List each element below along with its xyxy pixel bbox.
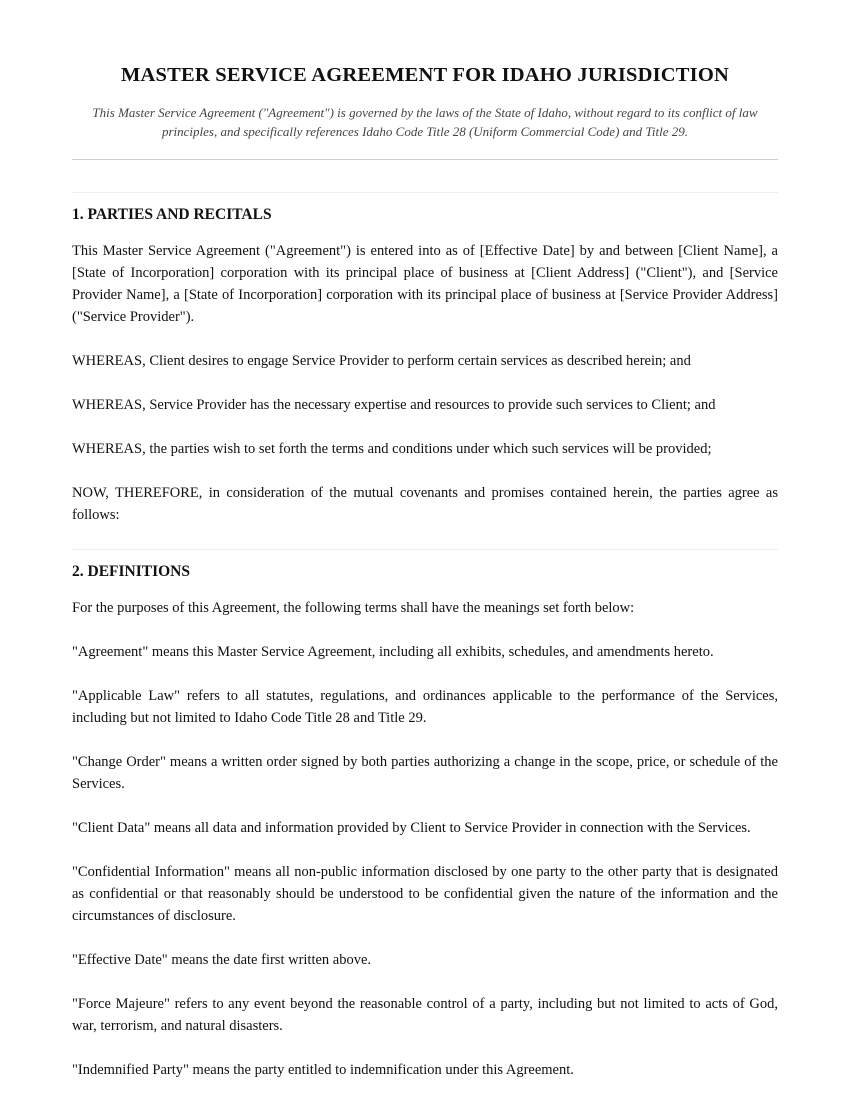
document-subtitle: This Master Service Agreement ("Agreement") is governed by the laws of the State of Idaho, without regard to its conflict of law principles, and specifically references Idaho Code Title 28 (Uniform Commercial Code) and Title 29. xyxy=(92,105,758,139)
document-title: MASTER SERVICE AGREEMENT FOR IDAHO JURISDICTION xyxy=(120,64,730,86)
definition-agreement: "Agreement" means this Master Service Agreement, including all exhibits, schedules, and amendments hereto. xyxy=(72,644,714,660)
document-header xyxy=(72,0,778,141)
section-paragraph: WHEREAS, Service Provider has the necessary expertise and resources to provide such services to Client; and xyxy=(72,397,716,413)
definition-effective-date: "Effective Date" means the date first written above. xyxy=(72,952,372,968)
definition-confidential-information: "Confidential Information" means all non-public information disclosed by one party to the other party that is designated as confidential or that reasonably should be understood to be confidential given the nature of the information and the circumstances of disclosure. xyxy=(72,864,778,924)
definition-change-order: "Change Order" means a written order signed by both parties authorizing a change in the scope, price, or schedule of the Services. xyxy=(72,754,778,792)
section-paragraph: This Master Service Agreement ("Agreement") is entered into as of [Effective Date] by and between [Client Name], a [State of Incorporation] corporation with its principal place of business at [Client Address] ("Client"), and [Service Provider Name], a [State of Incorporation] corporation with its principal place of business at [Service Provider Address] ("Service Provider"). xyxy=(72,243,778,325)
header-divider xyxy=(72,159,778,160)
section-paragraph: WHEREAS, Client desires to engage Service Provider to perform certain services as described herein; and xyxy=(72,353,691,369)
section-heading: 2. DEFINITIONS xyxy=(72,563,190,580)
section-paragraph: For the purposes of this Agreement, the following terms shall have the meanings set forth below: xyxy=(72,600,635,616)
definition-client-data: "Client Data" means all data and information provided by Client to Service Provider in connection with the Services. xyxy=(72,820,751,836)
section-divider xyxy=(72,549,778,550)
definition-force-majeure: "Force Majeure" refers to any event beyond the reasonable control of a party, including but not limited to acts of God, war, terrorism, and natural disasters. xyxy=(72,996,778,1034)
section-heading: 1. PARTIES AND RECITALS xyxy=(72,206,272,223)
section-paragraph: NOW, THEREFORE, in consideration of the mutual covenants and promises contained herein, the parties agree as follows: xyxy=(72,485,778,523)
definition-indemnified-party: "Indemnified Party" means the party entitled to indemnification under this Agreement. xyxy=(72,1062,574,1078)
section-parties-and-recitals xyxy=(72,205,778,526)
section-paragraph: WHEREAS, the parties wish to set forth the terms and conditions under which such services will be provided; xyxy=(72,441,712,457)
definition-applicable-law: "Applicable Law" refers to all statutes, regulations, and ordinances applicable to the performance of the Services, including but not limited to Idaho Code Title 28 and Title 29. xyxy=(72,688,778,726)
section-definitions xyxy=(72,562,778,1081)
section-divider xyxy=(72,192,778,193)
